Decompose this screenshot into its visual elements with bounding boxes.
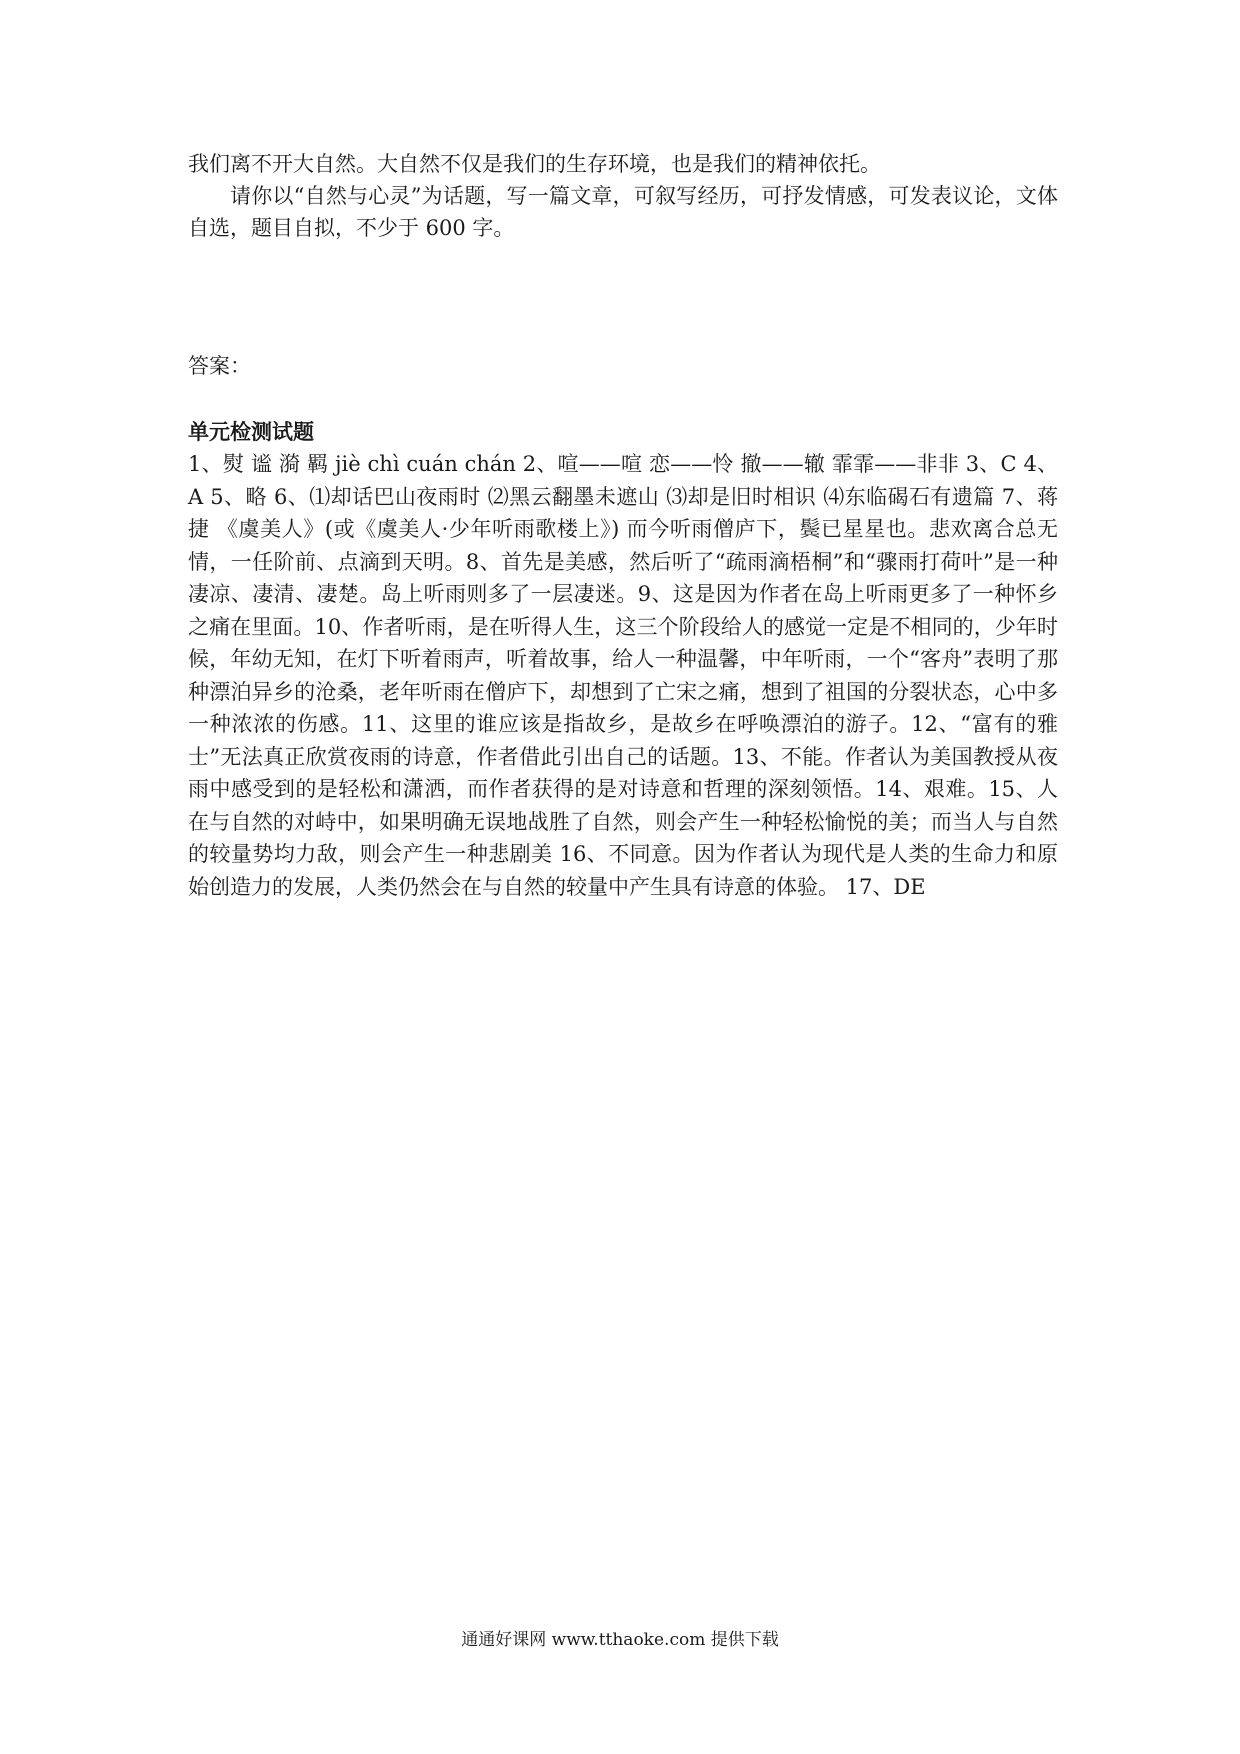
prompt-line-1: 我们离不开大自然。大自然不仅是我们的生存环境，也是我们的精神依托。 [188,152,881,176]
answers-body: 1、熨 谧 漪 羁 jiè chì cuán chán 2、喧——喧 恋——怜 撤——辙 霏霏——非非 3、C 4、A 5、略 6、⑴却话巴山夜雨时 ⑵黑云翻墨未遮山 ⑶却是旧时相识 ⑷东临碣石有遗篇 7、蒋捷 《虞美人》(或《虞美人·少年听雨歌楼上》) 而今听雨僧庐下，鬓已星星也。悲欢离合总无情，一任阶前、点滴到天明。8、首先是美感，然后听了“疏雨滴梧桐”和“骤雨打荷叶”是一种凄凉、凄清、凄楚。岛上听雨则多了一层凄迷。9、这是因为作者在岛上听雨更多了一种怀乡之痛在里面。10、作者听雨，是在听得人生，这三个阶段给人的感觉一定是不相同的，少年时候，年幼无知，在灯下听着雨声，听着故事，给人一种温馨，中年听雨，一个“客舟”表明了那种漂泊异乡的沧桑，老年听雨在僧庐下，却想到了亡宋之痛，想到了祖国的分裂状态，心中多一种浓浓的伤感。11、这里的谁应该是指故乡，是故乡在呼唤漂泊的游子。12、“富有的雅士”无法真正欣赏夜雨的诗意，作者借此引出自己的话题。13、不能。作者认为美国教授从夜雨中感受到的是轻松和潇洒，而作者获得的是对诗意和哲理的深刻领悟。14、艰难。15、人在与自然的对峙中，如果明确无误地战胜了自然，则会产生一种轻松愉悦的美；而当人与自然的较量势均力敌，则会产生一种悲剧美 16、不同意。因为作者认为现代是人类的生命力和原始创造力的发展，人类仍然会在与自然的较量中产生具有诗意的体验。 17、DE [188,452,1058,899]
prompt-line-2: 请你以“自然与心灵”为话题，写一篇文章，可叙写经历，可抒发情感，可发表议论，文体自选，题目自拟，不少于 600 字。 [188,184,1058,240]
section-title: 单元检测试题 [188,420,314,444]
answer-label: 答案： [188,354,251,378]
prompt-block [188,148,1058,244]
page-footer: 通通好课网 www.tthaoke.com 提供下载 [461,1630,779,1650]
